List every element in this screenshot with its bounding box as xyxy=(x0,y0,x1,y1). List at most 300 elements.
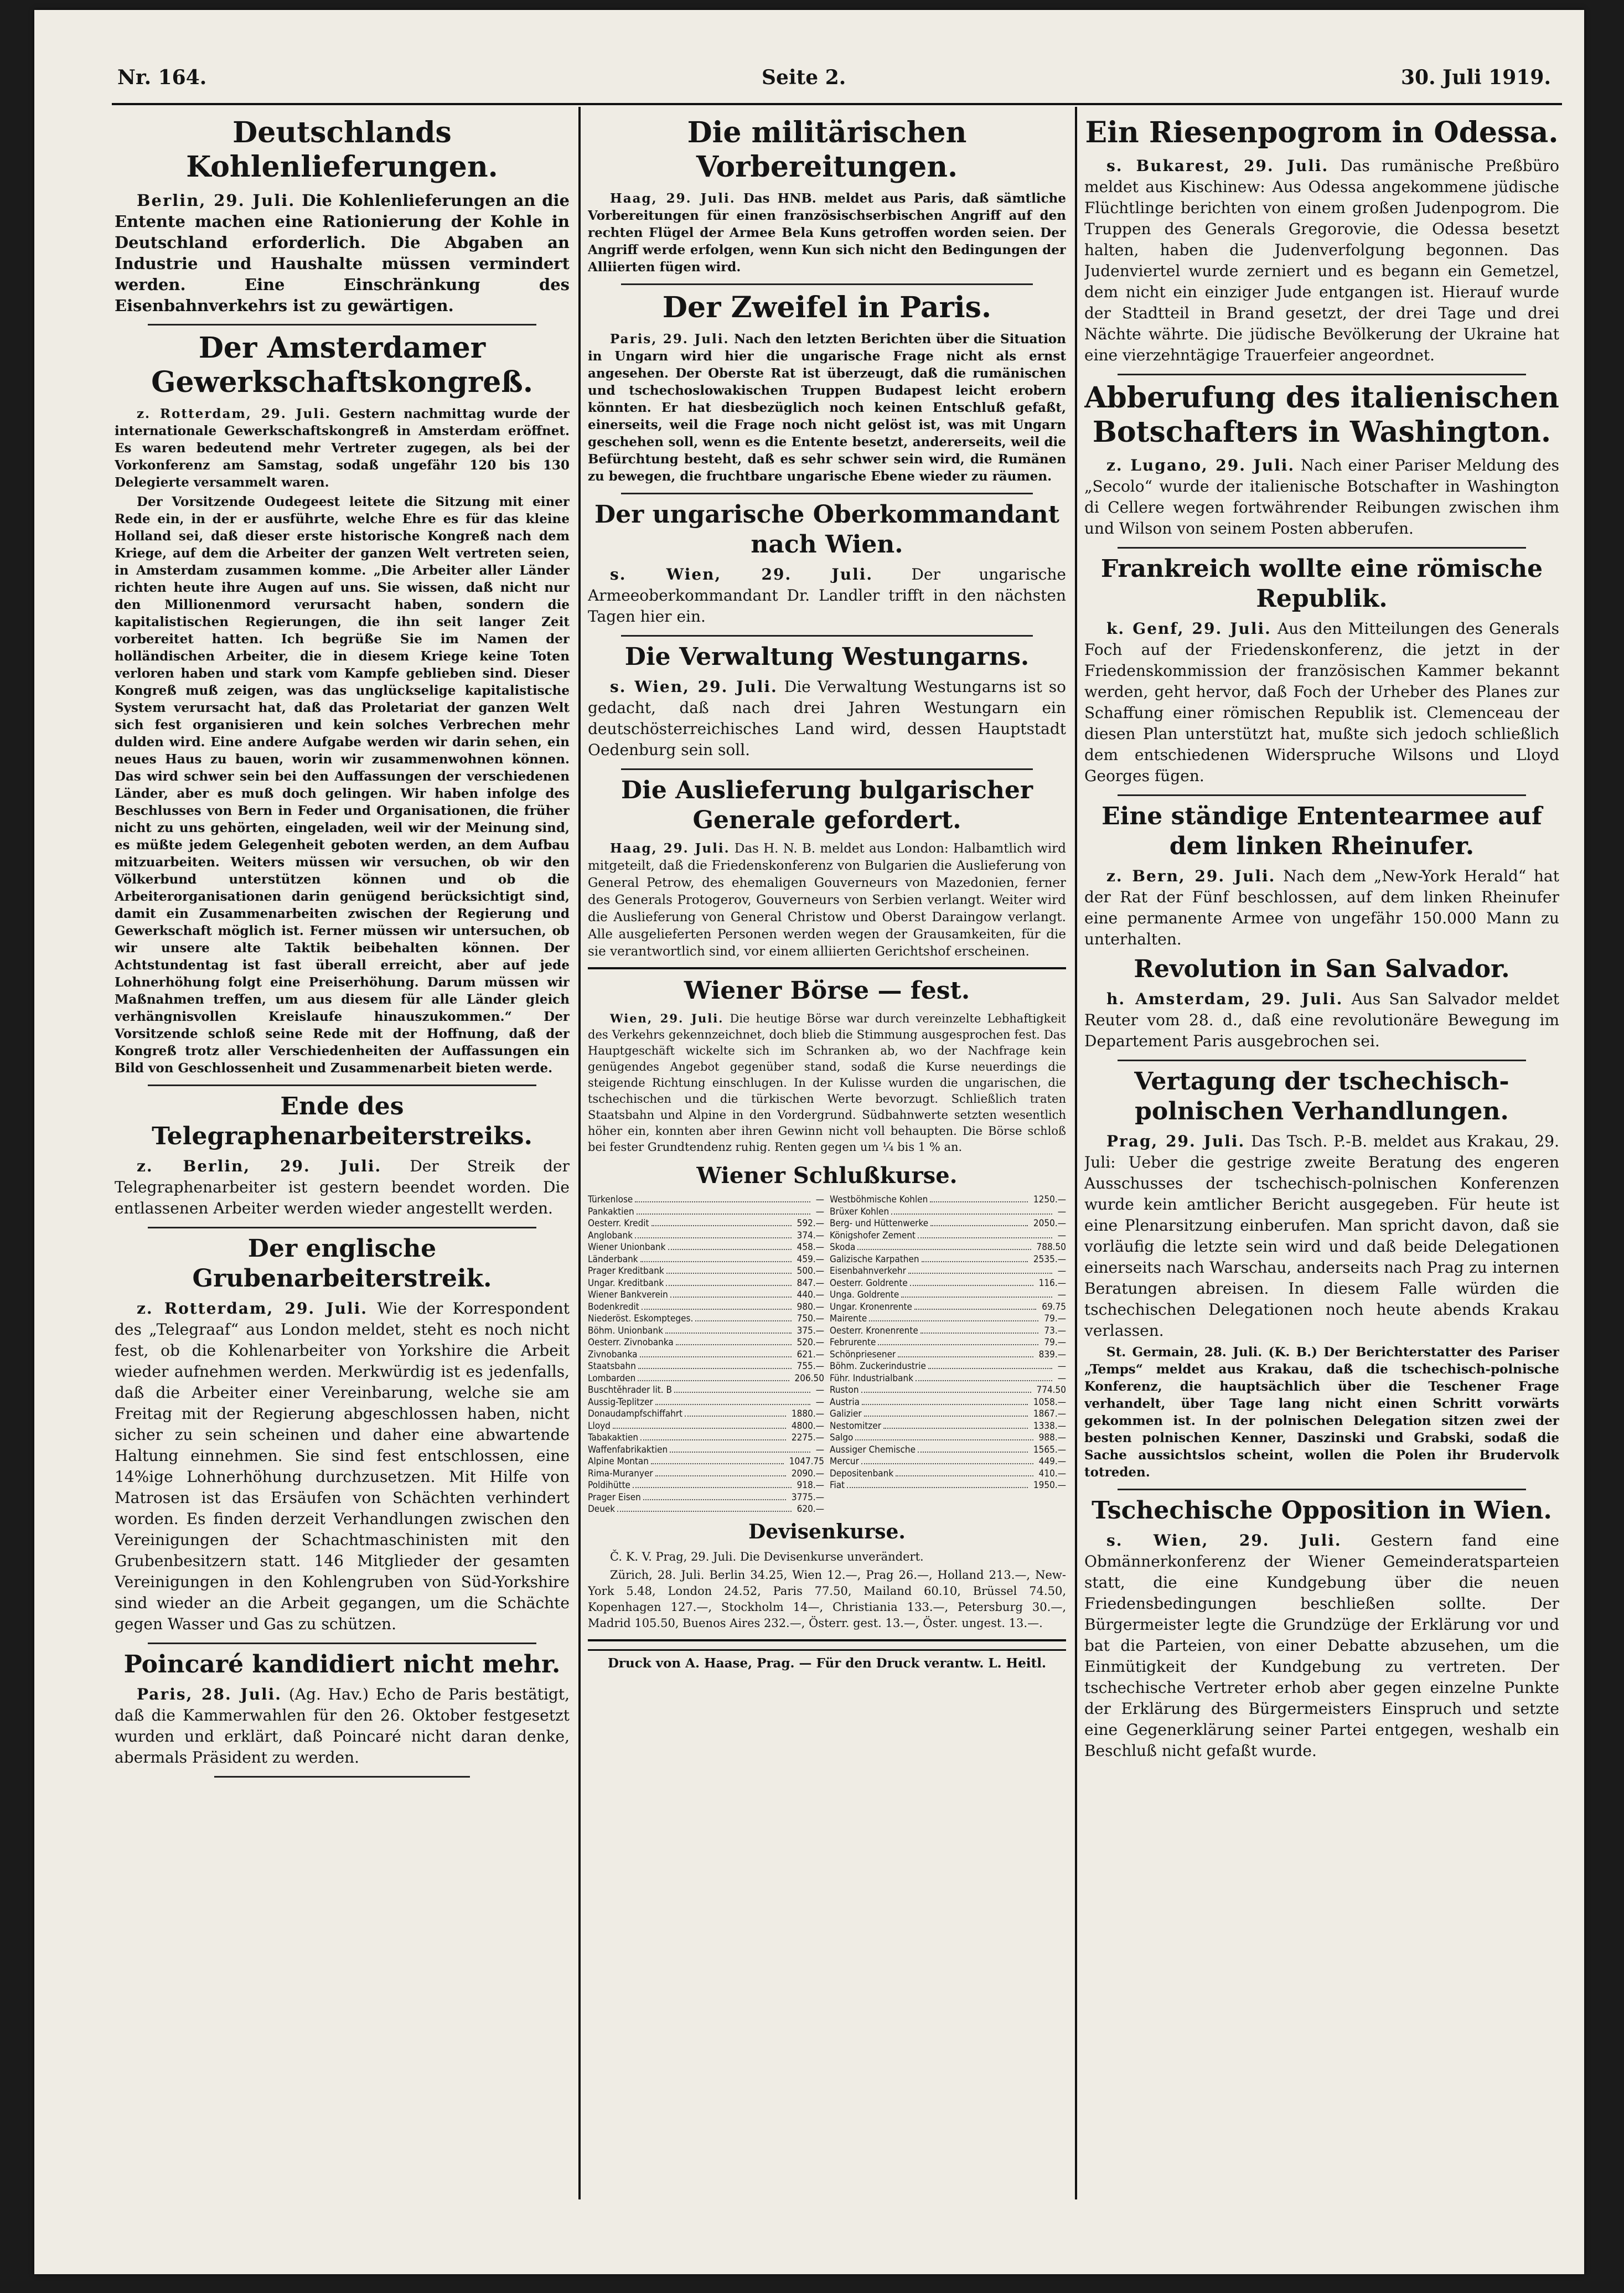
schlusskurse-title: Wiener Schlußkurse. xyxy=(696,1163,958,1189)
kurs-name: Oesterr. Kronenrente xyxy=(830,1325,918,1336)
kurs-row xyxy=(830,1242,1066,1254)
kurs-row xyxy=(588,1456,824,1468)
kurs-value: 750.— xyxy=(797,1313,824,1324)
kurs-value: — xyxy=(1057,1266,1066,1277)
article-devisen xyxy=(588,1519,1066,1631)
leader-dots xyxy=(928,1368,1052,1369)
article-body: Č. K. V. Prag, 29. Juli. Die Devisenkurse unverändert. xyxy=(610,1550,924,1563)
leader-dots xyxy=(883,1428,1028,1429)
kurs-row xyxy=(830,1218,1066,1230)
article-body: z. Lugano, 29. Juli. Nach einer Pariser Meldung des „Secolo“ wurde der italienische Botschafter in Washington di Cellere wegen fortwährender Reibungen zwischen ihm und Wilson von seinem Posten abberufen. xyxy=(1084,456,1559,538)
kurs-value: 79.— xyxy=(1044,1337,1066,1348)
leader-dots xyxy=(916,1380,1052,1381)
dateline: Berlin, 29. Juli. xyxy=(137,191,296,210)
kurs-value: 988.— xyxy=(1038,1432,1066,1443)
kurs-value: 73.— xyxy=(1044,1325,1066,1336)
kurs-name: Prager Kreditbank xyxy=(588,1266,664,1277)
dateline: Haag, 29. Juli. xyxy=(610,841,730,856)
leader-dots xyxy=(651,1225,792,1226)
kurs-value: 1250.— xyxy=(1033,1194,1066,1205)
leader-dots xyxy=(638,1380,789,1381)
article-body: k. Genf, 29. Juli. Aus den Mitteilungen des Generals Foch auf der Friedenskonferenz, die jetzt in der Friedenskommission der französischen Kammer bekannt werden, geht hervor, daß Foch der Urheber des Planes zur Schaffung einer römischen Republik ist. Clemenceau der diesen Plan unterstützt hat, mußte sich jedoch schließlich dem entschiedenen Widerspruche Wilsons und Lloyd Georges fügen. xyxy=(1084,619,1559,785)
article-separator xyxy=(214,1776,470,1778)
kurs-row xyxy=(588,1194,824,1206)
article-body: Wien, 29. Juli. Die heutige Börse war durch vereinzelte Lebhaftigkeit des Verkehrs gekennzeichnet, doch blieb die Stimmung ausgesprochen fest. Das Hauptgeschäft wickelte sich im Schranken ab, wo der Nachfrage kein genügendes Angebot gegenüber stand, sodaß die Kurse neuerdings die steigende Richtung einschlugen. In der Kulisse wurden die ungarischen, die tschechischen und die türkischen Werte bevorzugt. Schließlich traten Staatsbahn und Alpine in den Vordergrund. Südbahnwerte setzten wesentlich höher ein, konnten aber ihren Gewinn nicht voll behaupten. Die Börse schloß bei fester Grundtendenz ruhig. Renten gegen um ¼ bis 1 % an. xyxy=(588,1011,1066,1154)
column-rule-2 xyxy=(1075,107,1077,2199)
column-left xyxy=(115,112,570,2249)
kurs-value: — xyxy=(1057,1372,1066,1384)
dateline: s. Wien, 29. Juli. xyxy=(610,565,873,583)
article-oberkommandant xyxy=(588,500,1066,627)
kurs-value: 592.— xyxy=(797,1218,824,1229)
leader-dots xyxy=(910,1285,1033,1286)
kurs-name: Oesterr. Zivnobanka xyxy=(588,1337,674,1348)
kurs-value: 69.75 xyxy=(1042,1301,1066,1313)
article-poincare xyxy=(115,1650,570,1768)
leader-dots xyxy=(670,1452,810,1453)
dateline: Paris, 28. Juli. xyxy=(137,1685,282,1703)
headline: Der Amsterdamer Gewerkschaftskongreß. xyxy=(151,331,533,399)
leader-dots xyxy=(617,1511,791,1512)
article-body: Haag, 29. Juli. Das H. N. B. meldet aus London: Halbamtlich wird mitgeteilt, daß die Friedenskonferenz von Bulgarien die Auslieferung von General Petrow, des ehemaligen Gouverneurs von Mazedonien, ferner des Generals Protogerov, Gouverneurs von Serbien verlangt. Weiter wird die Auslieferung von General Christow und Oberst Daraingow verlangt. Alle ausgelieferten Personen werden wegen der Grausamkeiten, für die sie verantwortlich sind, vor einem alliierten Gerichtshof erscheinen. xyxy=(588,841,1066,959)
dateline: z. Berlin, 29. Juli. xyxy=(137,1157,382,1175)
kurs-name: Nestomitzer xyxy=(830,1420,882,1432)
kurs-value: 1950.— xyxy=(1033,1480,1066,1491)
kurs-row xyxy=(588,1504,824,1516)
kurs-row xyxy=(830,1444,1066,1457)
kurs-name: Aussig-Teplitzer xyxy=(588,1396,653,1408)
headline: Deutschlands Kohlenlieferungen. xyxy=(186,116,498,184)
kurs-row xyxy=(588,1480,824,1492)
article-separator xyxy=(1118,794,1526,796)
headline: Eine ständige Ententearmee auf dem linken Rheinufer. xyxy=(1101,802,1542,860)
kurs-row xyxy=(588,1278,824,1290)
leader-dots xyxy=(635,1237,792,1238)
kurs-name: Zivnobanka xyxy=(588,1349,638,1360)
headline: Der englische Grubenarbeiterstreik. xyxy=(192,1235,492,1293)
kurs-value: 847.— xyxy=(797,1277,824,1289)
kurs-name: Skoda xyxy=(830,1242,856,1253)
kurs-row xyxy=(588,1421,824,1433)
leader-dots xyxy=(665,1333,792,1334)
kurs-name: Mercur xyxy=(830,1456,859,1467)
newspaper-page xyxy=(34,10,1584,2274)
article-militaer xyxy=(588,116,1066,276)
kurs-value: — xyxy=(1057,1289,1066,1300)
article-body: s. Wien, 29. Juli. Die Verwaltung Westungarns ist so gedacht, daß nach drei Jahren Westungarn ein deutschösterreichisches Land wird, dessen Hauptstadt Oedenburg sein soll. xyxy=(588,678,1066,759)
leader-dots xyxy=(922,1261,1028,1262)
kurs-name: Tabakaktien xyxy=(588,1432,639,1443)
kurs-row xyxy=(830,1194,1066,1206)
kurs-row xyxy=(588,1361,824,1373)
article-botschafter xyxy=(1084,381,1559,539)
kurs-row xyxy=(830,1373,1066,1385)
leader-dots xyxy=(891,1213,1052,1215)
kurs-row xyxy=(830,1206,1066,1218)
leader-dots xyxy=(633,1487,792,1488)
kurs-row xyxy=(588,1432,824,1444)
article-body: h. Amsterdam, 29. Juli. Aus San Salvador meldet Reuter vom 28. d., daß eine revolutionäre Bewegung im Departement Paris ausgebrochen sei. xyxy=(1084,990,1559,1050)
kurs-name: Böhm. Unionbank xyxy=(588,1325,663,1336)
dateline: Wien, 29. Juli. xyxy=(610,1011,724,1025)
kurs-row xyxy=(588,1468,824,1480)
kurs-name: Berg- und Hüttenwerke xyxy=(830,1218,929,1229)
leader-dots xyxy=(930,1225,1028,1226)
leader-dots xyxy=(920,1333,1039,1334)
kurs-row xyxy=(588,1218,824,1230)
leader-dots xyxy=(869,1320,1038,1321)
article-separator xyxy=(621,768,1033,770)
dateline: h. Amsterdam, 29. Juli. xyxy=(1106,990,1343,1008)
article-body: s. Wien, 29. Juli. Gestern fand eine Obmännerkonferenz der Wiener Gemeinderatsparteien statt, die eine Kundgebung über die neuen Friedensbedingungen beschließen sollte. Der Bürgermeister legte die Grundzüge der Erklärung vor und bat die Parteien, von einer Debatte abzusehen, um die Einmütigkeit der Kundgebung zu vertreten. Der tschechische Vertreter erhob aber gegen einzelne Punkte der Erklärung des Bürgermeisters Einspruch und setzte eine Gegenerklärung seiner Partei entgegen, weshalb ein Beschluß nicht gefaßt wurde. xyxy=(1084,1531,1559,1760)
article-boerse xyxy=(588,976,1066,1155)
kurs-row xyxy=(830,1408,1066,1421)
header-rule xyxy=(112,103,1562,105)
kurs-name: Oesterr. Kredit xyxy=(588,1218,649,1229)
article-salvador xyxy=(1084,954,1559,1052)
headline: Revolution in San Salvador. xyxy=(1134,955,1510,983)
kurs-row xyxy=(830,1302,1066,1314)
kurs-row xyxy=(588,1349,824,1361)
kurs-name: Bodenkredit xyxy=(588,1301,639,1313)
column-middle xyxy=(588,112,1066,2249)
kurs-value: 621.— xyxy=(797,1349,824,1360)
kurs-row xyxy=(588,1302,824,1314)
kurs-name: Schönpriesener xyxy=(830,1349,896,1360)
article-separator xyxy=(148,1227,536,1228)
kurs-row xyxy=(830,1361,1066,1373)
article-body: z. Rotterdam, 29. Juli. Wie der Korrespondent des „Telegraaf“ aus London meldet, steht es noch nicht fest, ob die Kohlenarbeiter von Yorkshire die Arbeit wieder aufnehmen werden. Merkwürdig ist es jedenfalls, daß die Arbeiter einer Vereinbarung, welche sie am Freitag mit der Regierung abgeschlossen haben, nicht sicher zu sein scheinen und daher eine abwartende Haltung einnehmen. Sie sind fest entschlossen, eine 14%ige Lohnerhöhung durchzusetzen. Mit Hilfe von Matrosen ist das Ersäufen von Schächten verhindert worden. Es finden derzeit Verhandlungen zwischen den Vereinigungen der Schachtmaschinisten mit den Grubenbesitzern statt. 146 Mitglieder der gesamten Vereinigungen in den Kohlengruben von Süd-Yorkshire sind wieder an die Arbeit gegangen, um die Schächte gegen Wasser und Gas zu schützen. xyxy=(115,1299,570,1633)
kurs-row xyxy=(830,1254,1066,1266)
dateline: Prag, 29. Juli. xyxy=(1106,1132,1245,1150)
page-number: Seite 2. xyxy=(762,66,846,89)
kurs-value: 755.— xyxy=(797,1361,824,1372)
leader-dots xyxy=(640,1261,792,1262)
article-separator xyxy=(1118,374,1526,375)
kurs-name: Führ. Industrialbank xyxy=(830,1372,914,1384)
kurs-value: — xyxy=(815,1396,824,1408)
article-auslieferung xyxy=(588,776,1066,960)
kurs-name: Buschtěhrader lit. B xyxy=(588,1385,672,1396)
kurs-row xyxy=(588,1230,824,1242)
kurs-row xyxy=(588,1242,824,1254)
boersen-box xyxy=(588,967,1066,1641)
column-right xyxy=(1084,112,1559,2249)
kurs-name: Alpine Montan xyxy=(588,1456,649,1467)
schlusskurse-table xyxy=(588,1194,1066,1516)
kurs-name: Aussiger Chemische xyxy=(830,1444,916,1455)
kurs-row xyxy=(588,1325,824,1337)
kurs-value: 3775.— xyxy=(791,1491,824,1503)
leader-dots xyxy=(901,1297,1052,1298)
kurs-value: 774.50 xyxy=(1036,1385,1066,1396)
kurs-value: 375.— xyxy=(797,1325,824,1336)
leader-dots xyxy=(685,1416,786,1417)
kurs-row xyxy=(588,1492,824,1504)
kurs-value: — xyxy=(815,1385,824,1396)
kurs-value: 2090.— xyxy=(791,1468,824,1479)
leader-dots xyxy=(918,1237,1052,1238)
kurs-row xyxy=(830,1385,1066,1397)
article-separator xyxy=(621,635,1033,637)
dateline: k. Genf, 29. Juli. xyxy=(1106,619,1271,638)
kurs-name: Türkenlose xyxy=(588,1194,633,1205)
kurs-value: 4800.— xyxy=(791,1420,824,1432)
kurs-value: 918.— xyxy=(797,1480,824,1491)
leader-dots xyxy=(637,1213,810,1215)
article-amsterdam xyxy=(115,331,570,1077)
kurs-row xyxy=(588,1266,824,1278)
kurs-name: Ungar. Kronenrente xyxy=(830,1301,912,1313)
article-body: Zürich, 28. Juli. Berlin 34.25, Wien 12.—, Prag 26.—, Holland 213.—, New-York 5.48, London 24.52, Paris 77.50, Mailand 60.10, Brüssel 74.50, Kopenhagen 127.—, Stockholm 14—, Christiania 133.—, Petersburg 30.—, Madrid 105.50, Buenos Aires 232.—, Österr. gest. 13.—, Öster. ungest. 13.—. xyxy=(588,1568,1066,1630)
kurs-name: Februrente xyxy=(830,1337,876,1348)
kurs-value: — xyxy=(1057,1361,1066,1372)
kurs-value: 459.— xyxy=(797,1253,824,1265)
headline: Die Verwaltung Westungarns. xyxy=(624,643,1030,671)
running-head xyxy=(117,55,1551,100)
article-separator xyxy=(1118,1489,1526,1490)
kurs-value: — xyxy=(815,1206,824,1217)
kurs-name: Eisenbahnverkehr xyxy=(830,1266,906,1277)
article-zweifel xyxy=(588,291,1066,485)
article-body: Paris, 29. Juli. Nach den letzten Berichten über die Situation in Ungarn wird hier die ungarische Frage nicht als ernst angesehen. Der Oberste Rat ist überzeugt, daß die rumänischen und tschechoslowakischen Truppen Budapest leicht erobern könnten. Er hat diesbezüglich noch keinen Entschluß gefaßt, einerseits, weil die Frage noch nicht gelöst ist, was mit Ungarn geschehen soll, wenn es die Entente besetzt, andererseits, weil die Befürchtung besteht, daß es sehr schwer sein wird, die Rumänen zu bewegen, die fruchtbare ungarische Ebene wieder zu räumen. xyxy=(588,332,1066,484)
kurs-name: Galizische Karpathen xyxy=(830,1253,919,1265)
kurs-name: Ungar. Kreditbank xyxy=(588,1277,664,1289)
article-body: z. Bern, 29. Juli. Nach dem „New-York Herald“ hat der Rat der Fünf beschlossen, auf dem linken Rheinufer eine permanente Armee von ungefähr 150.000 Mann zu unterhalten. xyxy=(1084,867,1559,948)
dateline: s. Bukarest, 29. Juli. xyxy=(1106,157,1329,175)
kurs-value: — xyxy=(815,1444,824,1455)
headline: Frankreich wollte eine römische Republik. xyxy=(1100,555,1543,613)
leader-dots xyxy=(855,1439,1033,1440)
kurs-value: 410.— xyxy=(1038,1468,1066,1479)
article-telegraph xyxy=(115,1092,570,1219)
article-separator xyxy=(1118,547,1526,549)
kurs-name: Poldihütte xyxy=(588,1480,630,1491)
kurs-name: Unga. Goldrente xyxy=(830,1289,899,1300)
kurs-name: Fiat xyxy=(830,1480,845,1491)
leader-dots xyxy=(930,1201,1028,1202)
kurs-value: 500.— xyxy=(797,1266,824,1277)
leader-dots xyxy=(643,1499,786,1500)
kurs-row xyxy=(588,1444,824,1457)
leader-dots xyxy=(862,1404,1028,1405)
leader-dots xyxy=(640,1356,792,1357)
kurs-name: Länderbank xyxy=(588,1253,638,1265)
kurs-row xyxy=(830,1421,1066,1433)
leader-dots xyxy=(847,1487,1028,1488)
article-separator xyxy=(621,493,1033,494)
article-frankreich xyxy=(1084,554,1559,787)
kurs-name: Oesterr. Goldrente xyxy=(830,1277,908,1289)
kurs-value: 839.— xyxy=(1038,1349,1066,1360)
headline: Ende des Telegraphenarbeiterstreiks. xyxy=(152,1092,532,1150)
kurs-name: Lombarden xyxy=(588,1372,636,1384)
kurs-value: — xyxy=(815,1194,824,1205)
kurs-value: 2535.— xyxy=(1033,1253,1066,1265)
kurs-value: 1047.75 xyxy=(789,1456,824,1467)
article-body: Paris, 28. Juli. (Ag. Hav.) Echo de Paris bestätigt, daß die Kammerwahlen für den 26. Oktober festgesetzt wurden und erklärt, daß Poincaré nicht daran denke, abermals Präsident zu werden. xyxy=(115,1685,570,1767)
kurs-row xyxy=(830,1397,1066,1409)
kurs-row xyxy=(830,1325,1066,1337)
article-separator xyxy=(148,1084,536,1086)
leader-dots xyxy=(861,1463,1033,1464)
kurs-name: Austria xyxy=(830,1396,860,1408)
kurs-row xyxy=(830,1480,1066,1492)
kurs-name: Salgo xyxy=(830,1432,854,1443)
dateline: Haag, 29. Juli. xyxy=(610,191,736,206)
kurs-name: Brüxer Kohlen xyxy=(830,1206,889,1217)
article-body: Prag, 29. Juli. Das Tsch. P.-B. meldet aus Krakau, 29. Juli: Ueber die gestrige zweite Beratung des engeren Ausschusses der tschechisch-polnischen Konferenzen wurde kein amtlicher Bericht ausgegeben. Für heute ist eine Plenarsitzung einberufen. Man spricht davon, daß sie vorläufig die letzte sein wird und daß beide Delegationen einerseits nach Warschau, anderseits nach Prag zu internen Beratungen abreisen. In diesem Falle würden die tschechischen Delegationen noch heute abends Krakau verlassen. xyxy=(1084,1132,1559,1340)
kurs-name: Westböhmische Kohlen xyxy=(830,1194,928,1205)
kurs-name: Lloyd xyxy=(588,1420,611,1432)
kurs-value: 458.— xyxy=(797,1242,824,1253)
kurs-value: 2050.— xyxy=(1033,1218,1066,1229)
dateline: z. Rotterdam, 29. Juli. xyxy=(137,1299,368,1318)
kurs-value: 980.— xyxy=(797,1301,824,1313)
kurs-row xyxy=(830,1266,1066,1278)
kurs-row xyxy=(830,1230,1066,1242)
dateline: z. Lugano, 29. Juli. xyxy=(1106,456,1295,474)
kurs-value: 116.— xyxy=(1038,1277,1066,1289)
article-separator xyxy=(148,1643,536,1644)
kurs-value: 440.— xyxy=(797,1289,824,1300)
article-gruben xyxy=(115,1234,570,1635)
kurs-name: Böhm. Zuckerindustrie xyxy=(830,1361,926,1372)
kurs-row xyxy=(588,1206,824,1218)
article-westungarn xyxy=(588,642,1066,761)
leader-dots xyxy=(695,1320,791,1321)
dateline: s. Wien, 29. Juli. xyxy=(1106,1531,1342,1550)
dateline: Paris, 29. Juli. xyxy=(610,332,730,347)
headline: Der Zweifel in Paris. xyxy=(662,291,992,324)
headline: Tschechische Opposition in Wien. xyxy=(1092,1496,1552,1525)
kurse-column-right xyxy=(830,1194,1066,1516)
leader-dots xyxy=(864,1416,1028,1417)
kurs-value: — xyxy=(1057,1206,1066,1217)
article-separator xyxy=(1118,1060,1526,1061)
kurs-row xyxy=(830,1432,1066,1444)
kurs-row xyxy=(588,1289,824,1302)
leader-dots xyxy=(642,1309,792,1310)
leader-dots xyxy=(655,1475,786,1476)
leader-dots xyxy=(613,1428,786,1429)
leader-dots xyxy=(651,1463,784,1464)
leader-dots xyxy=(668,1249,792,1250)
kurs-row xyxy=(588,1373,824,1385)
leader-dots xyxy=(676,1344,792,1345)
leader-dots xyxy=(674,1392,810,1393)
kurs-row xyxy=(588,1254,824,1266)
kurs-name: Rima-Muranyer xyxy=(588,1468,653,1479)
kurs-value: 520.— xyxy=(797,1337,824,1348)
dateline: z. Rotterdam, 29. Juli. xyxy=(137,406,331,421)
kurs-value: — xyxy=(1057,1230,1066,1241)
headline: Poincaré kandidiert nicht mehr. xyxy=(123,1650,561,1679)
kurs-value: 1867.— xyxy=(1033,1408,1066,1419)
kurs-name: Donaudampfschiffahrt xyxy=(588,1408,683,1419)
headline: Wiener Börse — fest. xyxy=(684,977,970,1005)
leader-dots xyxy=(896,1475,1033,1476)
kurs-row xyxy=(588,1397,824,1409)
kurs-row xyxy=(830,1349,1066,1361)
article-body: z. Rotterdam, 29. Juli. Gestern nachmittag wurde der internationale Gewerkschaftskongreß in Amsterdam eröffnet. Es waren bedeutend mehr Vertreter zugegen, als bei der Vorkonferenz am Samstag, sodaß ungefähr 120 bis 130 Delegierte versammelt waren. xyxy=(115,406,570,490)
leader-dots xyxy=(670,1297,792,1298)
article-body: s. Bukarest, 29. Juli. Das rumänische Preßbüro meldet aus Kischinew: Aus Odessa angekommene jüdische Flüchtlinge berichten von einem großen Judenpogrom. Die Truppen des Generals Gregorovie, die Odessa besetzt halten, haben die Judenverfolgung begonnen. Das Judenviertel wurde zerniert und es begann ein Gemetzel, dem nicht ein einziger Jude entgangen ist. Hierauf wurde der Stadtteil in Brand gesetzt, der drei Tage und drei Nächte währte. Die jüdische Bevölkerung der Ukraine hat eine vierzehntägige Trauerfeier angeordnet. xyxy=(1084,157,1559,364)
leader-dots xyxy=(918,1452,1028,1453)
kurs-name: Deuek xyxy=(588,1504,616,1515)
kurs-name: Depositenbank xyxy=(830,1468,894,1479)
headline: Die militärischen Vorbereitungen. xyxy=(687,116,967,184)
kurs-row xyxy=(588,1313,824,1325)
kurs-name: Wiener Unionbank xyxy=(588,1242,666,1253)
headline: Der ungarische Oberkommandant nach Wien. xyxy=(594,500,1059,559)
kurs-value: 374.— xyxy=(797,1230,824,1241)
leader-dots xyxy=(914,1309,1036,1310)
dateline: s. Wien, 29. Juli. xyxy=(610,678,778,696)
leader-dots xyxy=(857,1249,1031,1250)
kurs-row xyxy=(830,1468,1066,1480)
headline: Abberufung des italienischen Botschafters in Washington. xyxy=(1084,381,1559,449)
article-body: z. Berlin, 29. Juli. Der Streik der Telegraphenarbeiter ist gestern beendet worden. Die entlassenen Arbeiter werden wieder angestellt werden. xyxy=(115,1157,570,1217)
leader-dots xyxy=(666,1285,791,1286)
kurs-row xyxy=(830,1278,1066,1290)
article-body: s. Wien, 29. Juli. Der ungarische Armeeoberkommandant Dr. Landler trifft in den nächsten Tagen hier ein. xyxy=(588,565,1066,626)
kurs-value: 1058.— xyxy=(1033,1396,1066,1408)
article-opposition xyxy=(1084,1496,1559,1762)
article-body: St. Germain, 28. Juli. (K. B.) Der Berichterstatter des Pariser „Temps“ meldet aus Krakau, daß die tschechisch-polnische Konferenz, die hauptsächlich über die Teschener Frage verhandelt, über Tage lang nicht einen Schritt vorwärts gekommen ist. In der polnischen Delegation sitzen zwei der besten polnischen Kenner, Daszinski und Grabski, sodaß die Sache aussichtslos scheint, wollen die Polen ihr Brudervolk totreden. xyxy=(1084,1345,1559,1480)
article-separator xyxy=(621,283,1033,285)
kurs-name: Ruston xyxy=(830,1385,859,1396)
kurs-row xyxy=(588,1385,824,1397)
kurs-value: 620.— xyxy=(797,1504,824,1515)
kurs-name: Waffenfabrikaktien xyxy=(588,1444,668,1455)
leader-dots xyxy=(638,1368,792,1369)
article-body: Der Vorsitzende Oudegeest leitete die Sitzung mit einer Rede ein, in der er ausführte, welche Ehre es für das kleine Holland sei, daß dieser erste historische Kongreß nach dem Kriege, auf dem die Arbeiter der ganzen Welt vertreten seien, in Amsterdam zusammen komme. „Die Arbeiter aller Länder richten heute ihre Augen auf uns. Sie wissen, daß nicht nur den Millionenmord verursacht haben, sondern die kapitalistischen Regierungen, die ihn seit langer Zeit vorbereitet hatten. Ich begrüße Sie im Namen der holländischen Arbeiter, die in diesem Kriege keine Toten verloren haben und stark vom Kampfe geblieben sind. Dieser Kongreß muß zeigen, was das unglückselige kapitalistische System verursacht hat, daß das Proletariat der ganzen Welt sich fest organisieren und kein solches Verbrechen mehr dulden wird. Eine andere Aufgabe werden wir darin sehen, ein neues Haus zu bauen, worin wir zusammenwohnen können. Das wird schwer sein bei den Auffassungen der verschiedenen Länder, aber es muß doch gelingen. Wir haben infolge des Beschlusses von Bern in Feder und Organisationen, die früher nicht zu uns gehörten, eingeladen, weil wir der Meinung sind, es müßte jedem Gelegenheit geboten werden, an dem Aufbau mitzuarbeiten. Weiters müssen wir versuchen, ob wir den Völkerbund unterstützen können und ob die Arbeiterorganisationen darin genügend berücksichtigt sind, damit ein Zusammenarbeiten zwischen der Regierung und Gewerkschaft möglich ist. Ferner müssen wir untersuchen, ob wir unsere alte Taktik beibehalten können. Der Achtstundentag ist fast überall erreicht, aber auf jede Lohnerhöhung folgt eine Preiserhöhung. Darum müssen wir Maßnahmen treffen, um aus diesem für alle Länder gleich verhängnisvollen Kreislaufe hinauszukommen.“ Der Vorsitzende schloß seine Rede mit der Hoffnung, daß der Kongreß trotz aller Verschiedenheiten der Auffassungen ein Bild von Geschlossenheit und Zusammenarbeit bieten werde. xyxy=(115,494,570,1076)
kurs-value: 449.— xyxy=(1038,1456,1066,1467)
kurs-name: Niederöst. Eskompteges. xyxy=(588,1313,694,1324)
leader-dots xyxy=(655,1404,810,1405)
kurs-value: 1880.— xyxy=(791,1408,824,1419)
issue-number: Nr. 164. xyxy=(117,66,207,89)
article-kohlen xyxy=(115,116,570,316)
kurs-value: 79.— xyxy=(1044,1313,1066,1324)
issue-date: 30. Juli 1919. xyxy=(1401,66,1551,89)
kurs-name: Wiener Bankverein xyxy=(588,1289,668,1300)
kurs-row xyxy=(830,1337,1066,1349)
kurs-value: 2275.— xyxy=(791,1432,824,1443)
headline: Devisenkurse. xyxy=(748,1520,906,1543)
article-body: Berlin, 29. Juli. Die Kohlenlieferungen an die Entente machen eine Rationierung der Kohle in Deutschland erforderlich. Die Abgaben an Industrie und Haushalte müssen vermindert werden. Eine Einschränkung des Eisenbahnverkehrs ist zu gewärtigen. xyxy=(115,191,570,315)
leader-dots xyxy=(640,1439,786,1440)
article-separator xyxy=(148,324,536,326)
leader-dots xyxy=(635,1201,810,1202)
column-rule-1 xyxy=(578,107,581,2199)
kurs-row xyxy=(588,1337,824,1349)
article-odessa xyxy=(1084,116,1559,366)
kurs-name: Mairente xyxy=(830,1313,867,1324)
kurs-row xyxy=(830,1313,1066,1325)
leader-dots xyxy=(908,1273,1052,1274)
leader-dots xyxy=(898,1356,1033,1357)
kurs-row xyxy=(588,1408,824,1421)
kurs-name: Anglobank xyxy=(588,1230,633,1241)
kurs-value: 1338.— xyxy=(1033,1420,1066,1432)
dateline: z. Bern, 29. Juli. xyxy=(1106,867,1276,885)
imprint: Druck von A. Haase, Prag. — Für den Druck verantw. L. Heitl. xyxy=(588,1649,1066,1673)
headline: Ein Riesenpogrom in Odessa. xyxy=(1085,116,1559,149)
article-vertagung xyxy=(1084,1067,1559,1481)
kurs-name: Galizier xyxy=(830,1408,862,1419)
